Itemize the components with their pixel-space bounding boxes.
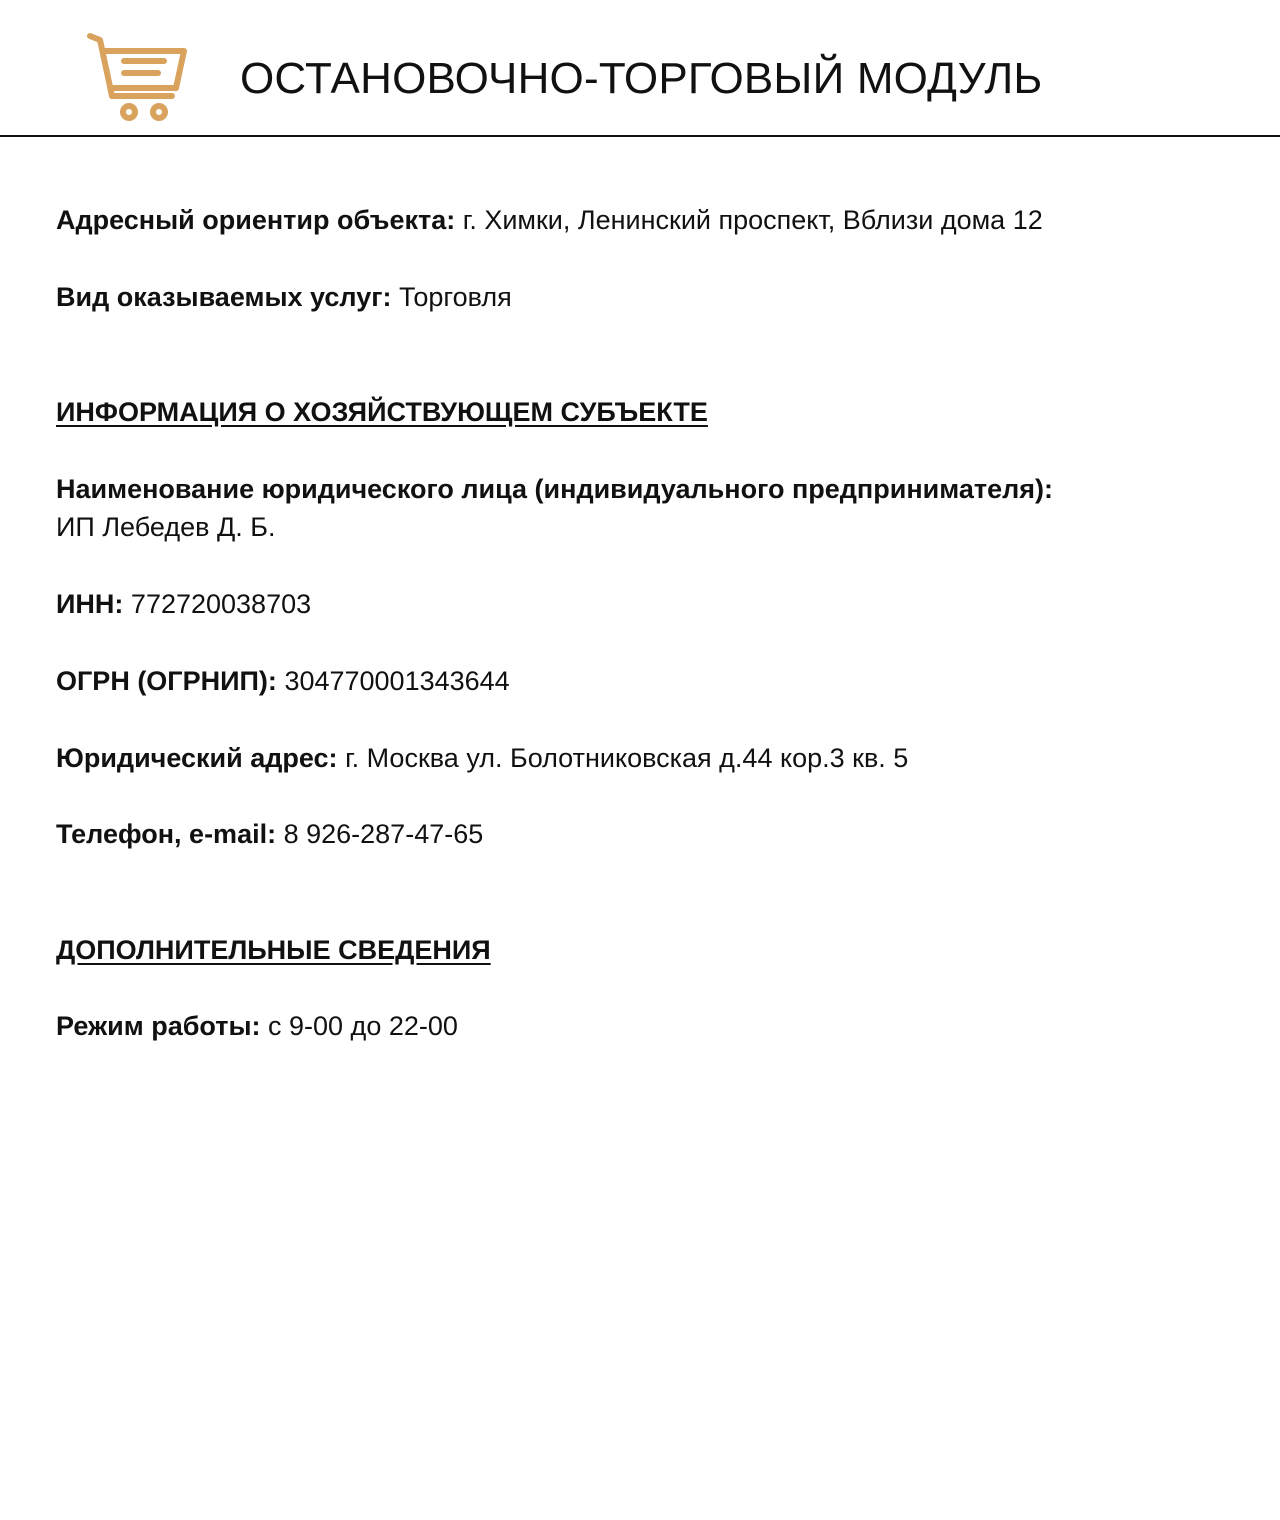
- object-address-value: г. Химки, Ленинский проспект, Вблизи дома 12: [462, 205, 1043, 235]
- legal-address-value: г. Москва ул. Болотниковская д.44 кор.3 кв. 5: [345, 743, 909, 773]
- legal-address-label: Юридический адрес:: [56, 743, 338, 773]
- inn-label: ИНН:: [56, 589, 124, 619]
- additional-section-heading: ДОПОЛНИТЕЛЬНЫЕ СВЕДЕНИЯ: [56, 935, 491, 965]
- entity-name-value: ИП Лебедев Д. Б.: [56, 512, 276, 542]
- page-title: ОСТАНОВОЧНО-ТОРГОВЫЙ МОДУЛЬ: [240, 54, 1043, 103]
- inn-row: [56, 586, 311, 623]
- contact-value: 8 926-287-47-65: [283, 819, 484, 849]
- entity-name-label: Наименование юридического лица (индивидуального предпринимателя):: [56, 474, 1053, 504]
- contact-row: [56, 816, 483, 853]
- service-type-value: Торговля: [398, 282, 512, 312]
- shopping-cart-icon: [86, 30, 190, 126]
- legal-address-row: [56, 740, 908, 777]
- inn-value: 772720038703: [130, 589, 312, 619]
- working-hours-row: [56, 1008, 458, 1045]
- object-address-row: [56, 202, 1043, 239]
- entity-section-heading: ИНФОРМАЦИЯ О ХОЗЯЙСТВУЮЩЕМ СУБЪЕКТЕ: [56, 397, 708, 427]
- page-header: [0, 0, 1280, 137]
- contact-label: Телефон, e-mail:: [56, 819, 277, 849]
- entity-name-value-row: [56, 509, 275, 546]
- service-type-label: Вид оказываемых услуг:: [56, 282, 392, 312]
- service-type-row: [56, 279, 512, 316]
- ogrn-value: 304770001343644: [284, 666, 510, 696]
- ogrn-row: [56, 663, 510, 700]
- working-hours-value: с 9-00 до 22-00: [268, 1011, 458, 1041]
- ogrn-label: ОГРН (ОГРНИП):: [56, 666, 277, 696]
- entity-name-label-row: [56, 471, 1053, 508]
- working-hours-label: Режим работы:: [56, 1011, 261, 1041]
- object-address-label: Адресный ориентир объекта:: [56, 205, 456, 235]
